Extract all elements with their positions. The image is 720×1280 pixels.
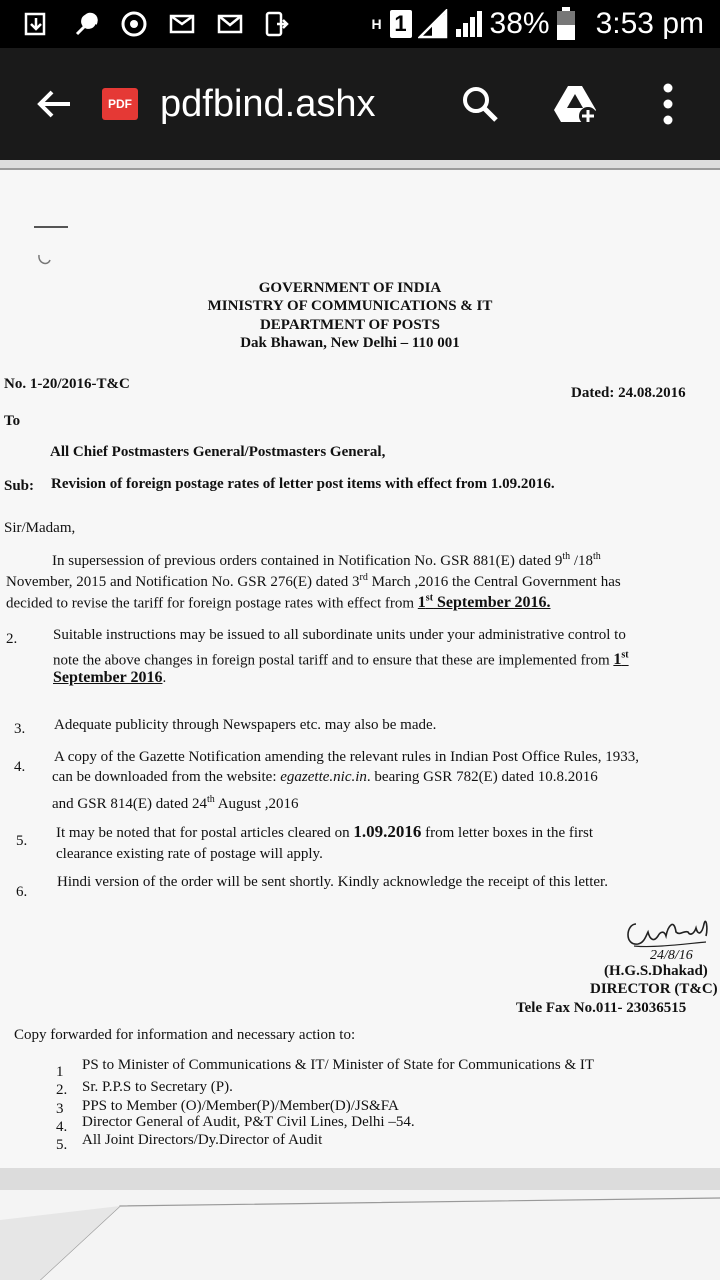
para5-line2: clearance existing rate of postage will apply. (56, 846, 323, 862)
battery-percent: 38% (489, 7, 550, 40)
signatory-name: (H.G.S.Dhakad) (604, 963, 708, 979)
para2-line1: Suitable instructions may be issued to all subordinate units under your administrative control to (53, 627, 626, 643)
subject: Revision of foreign postage rates of letter post items with effect from 1.09.2016. (51, 476, 555, 492)
para1-line1: In supersession of previous orders contained in Notification No. GSR 881(E) dated 9th /18th (52, 551, 601, 569)
page-fold-shadow (0, 1190, 720, 1280)
signal-icon (418, 9, 448, 39)
cc-num-2: 2. (56, 1082, 68, 1098)
battery-icon (556, 7, 576, 41)
para1-line3: decided to revise the tariff for foreign postage rates with effect from 1st September 2016. (6, 593, 551, 612)
sim-indicator: 1 (390, 10, 412, 38)
email-at-icon (168, 10, 196, 38)
status-bar (0, 0, 720, 48)
cc-item-2: Sr. P.P.S to Secretary (P). (82, 1079, 233, 1095)
para5-line1: It may be noted that for postal articles cleared on 1.09.2016 from letter boxes in the first (56, 822, 594, 841)
subject-label: Sub: (4, 478, 35, 494)
para4-number: 4. (14, 759, 26, 775)
chrome-icon (120, 10, 148, 38)
add-to-drive-icon[interactable] (552, 82, 598, 126)
para2-line3: September 2016. (53, 669, 167, 686)
header-line-1: GOVERNMENT OF INDIA (258, 280, 442, 296)
download-notification-icon (22, 10, 50, 38)
header-line-2: MINISTRY OF COMMUNICATIONS & IT (207, 298, 493, 314)
wrench-icon (72, 10, 100, 38)
para4-line2: can be downloaded from the website: egazette.nic.in. bearing GSR 782(E) dated 10.8.2016 (52, 769, 598, 785)
para5-number: 5. (16, 833, 28, 849)
more-options-icon[interactable] (650, 80, 686, 128)
para3-number: 3. (14, 721, 26, 737)
para2-number: 2. (6, 631, 18, 647)
to-label: To (4, 413, 21, 429)
status-indicators (370, 4, 704, 44)
para1-line2: November, 2015 and Notification No. GSR 276(E) dated 3rd March ,2016 the Central Government has (6, 572, 621, 590)
cc-item-5: All Joint Directors/Dy.Director of Audit (82, 1132, 323, 1148)
back-arrow-icon[interactable] (34, 84, 74, 124)
para4-line1: A copy of the Gazette Notification amending the relevant rules in Indian Post Office Rules, 1933, (54, 749, 639, 765)
app-toolbar (0, 48, 720, 160)
document-title: pdfbind.ashx (160, 83, 376, 125)
cc-item-4: Director General of Audit, P&T Civil Lines, Delhi –54. (82, 1114, 415, 1130)
pdf-file-icon: PDF (102, 88, 138, 120)
para6-number: 6. (16, 884, 28, 900)
search-icon[interactable] (460, 84, 500, 124)
clock: 3:53 pm (595, 7, 704, 40)
signal-bars-icon (454, 9, 484, 39)
screen-share-icon (262, 10, 290, 38)
header-line-4: Dak Bhawan, New Delhi – 110 001 (240, 335, 460, 351)
scan-curl-mark (36, 252, 52, 268)
signatory-designation: DIRECTOR (T&C) (590, 981, 718, 997)
salutation: Sir/Madam, (4, 520, 76, 536)
scan-mark (34, 226, 68, 228)
cc-num-4: 4. (56, 1119, 68, 1135)
cc-item-1: PS to Minister of Communications & IT/ Minister of State for Communications & IT (82, 1057, 595, 1073)
cc-num-3: 3 (56, 1101, 64, 1117)
para2-line2: note the above changes in foreign postal tariff and to ensure that these are implemented from 1st (53, 650, 629, 669)
para3-text: Adequate publicity through Newspapers etc. may also be made. (54, 717, 437, 733)
header-line-3: DEPARTMENT OF POSTS (259, 317, 441, 333)
para6-text: Hindi version of the order will be sent shortly. Kindly acknowledge the receipt of this letter. (57, 874, 608, 890)
dated: Dated: 24.08.2016 (571, 385, 686, 401)
cc-num-1: 1 (56, 1064, 64, 1080)
email-icon (216, 10, 244, 38)
addressee: All Chief Postmasters General/Postmasters General, (50, 444, 386, 460)
reference-number: No. 1-20/2016-T&C (4, 376, 130, 392)
copy-forwarded: Copy forwarded for information and necessary action to: (14, 1027, 356, 1043)
network-type: H (371, 16, 382, 32)
cc-num-5: 5. (56, 1137, 68, 1153)
telefax: Tele Fax No.011- 23036515 (516, 1000, 687, 1016)
cc-item-3: PPS to Member (O)/Member(P)/Member(D)/JS&FA (82, 1098, 399, 1114)
para4-line3: and GSR 814(E) dated 24th August ,2016 (52, 794, 299, 812)
signature-date: 24/8/16 (650, 948, 693, 963)
